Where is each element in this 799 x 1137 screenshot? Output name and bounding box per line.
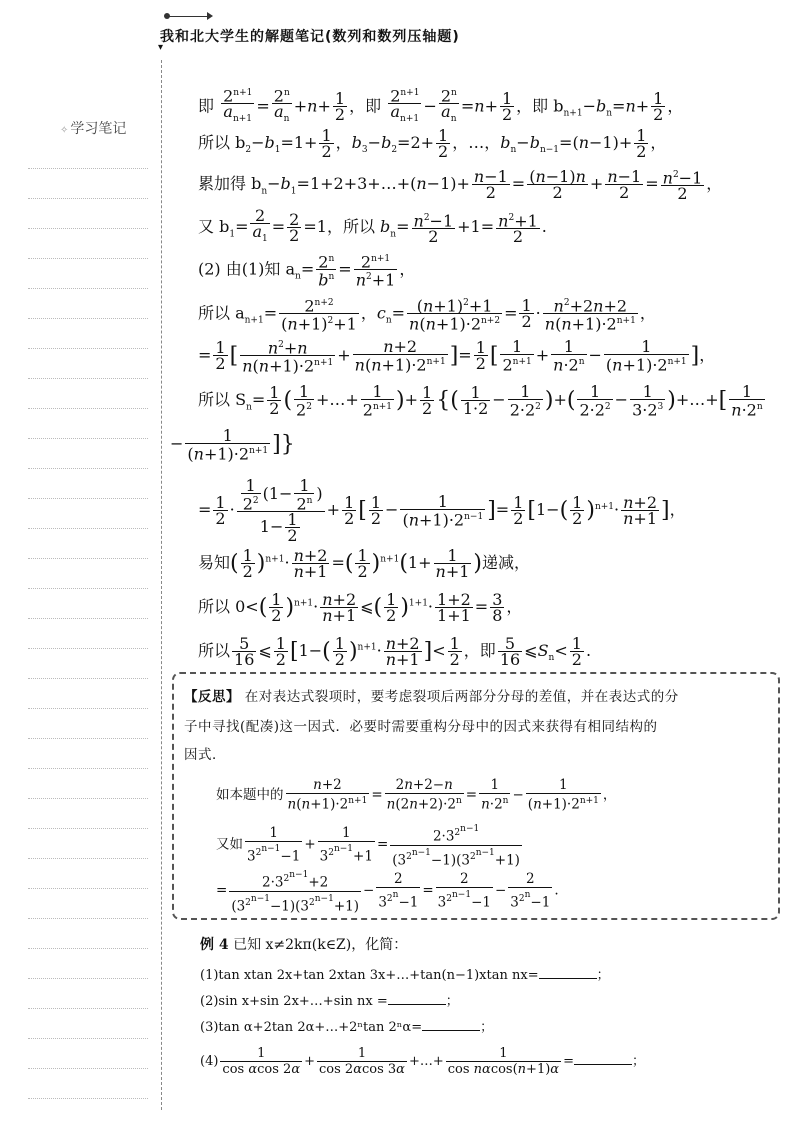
example-q2: (2)sin x+sin 2x+…+sin nx = ；	[200, 994, 459, 1009]
sidebar-title-text: 学习笔记	[70, 121, 127, 137]
notes-line	[28, 438, 148, 439]
math-line-1: 即 $\frac{2^{n+1}}{a_{n+1}}$ = $\frac{2^n}{a_n}$ +n+ $\frac{1}{2}$ ，即 $\frac{2^{n+1}}{a_{n+1}}$ − $\frac{2^n}{a_n}$ =n+ $\frac{1}{2}$ ，即 $b_{n+1}-b_n=n+$ $\frac{1}{2}$ ，	[198, 86, 684, 125]
header-rule	[168, 16, 208, 17]
header-tick: ▾	[158, 42, 164, 53]
answer-blank[interactable]	[422, 1018, 480, 1031]
margin-divider	[161, 60, 162, 1110]
notes-line	[28, 768, 148, 769]
notes-line	[28, 918, 148, 919]
reflection-line-1: 【反思】 在对表达式裂项时，要考虑裂项后两部分分母的差值，并在表达式的分	[184, 689, 679, 705]
example-q1: (1)tan xtan 2x+tan 2xtan 3x+…+tan(n−1)xtan nx= ；	[200, 968, 610, 983]
notes-line	[28, 738, 148, 739]
answer-blank[interactable]	[388, 992, 446, 1005]
reflection-also: 又如 $\frac{1}{3^{2^{n-1}}-1}$ + $\frac{1}{3^{2^{n-1}}+1}$ = $\frac{2\cdot 3^{2^{n-1}}}{(3^{2^{n-1}}-1)(3^{2^{n-1}}+1)}$	[216, 824, 520, 868]
math-line-7c: = $\frac{1}{2}$ · $\frac{1}{2^2}$ (1− $\frac{1}{2^n}$ ) 1− $\frac{1}{2}$ + $\frac{1}{2}$ [ $\frac{1}{2}$ − $\frac{1}{(n+1)\cdot 2^{n-1}}$ ]= $\frac{1}{2}$ [1−( $\frac{1}{2}$ )$^{n+1}$· $\frac{n+2}{n+1}$ ]，	[198, 476, 686, 546]
reflection-example: 如本题中的 $\frac{n+2}{n(n+1)\cdot 2^{n+1}}$ = $\frac{2n+2-n}{n(2n+2)\cdot 2^n}$ = $\frac{1}{n\cdot 2^n}$ − $\frac{1}{(n+1)\cdot 2^{n+1}}$ ，	[216, 777, 617, 813]
header-arrow-icon	[207, 12, 213, 20]
reflection-line-2: 子中寻找(配凑)这一因式．必要时需要重构分母中的因式来获得有相同结构的	[184, 719, 658, 735]
notes-line	[28, 648, 148, 649]
reflection-also-b: = $\frac{2\cdot 3^{2^{n-1}}+2}{(3^{2^{n-1}}-1)(3^{2^{n-1}}+1)}$ − $\frac{2}{3^{2^n}-1}$ = $\frac{2}{3^{2^{n-1}}-1}$ − $\frac{2}{3^{2^n}-1}$ .	[216, 870, 559, 914]
notes-line	[28, 288, 148, 289]
notes-line	[28, 948, 148, 949]
notes-line	[28, 678, 148, 679]
answer-blank[interactable]	[574, 1052, 632, 1065]
notes-line	[28, 468, 148, 469]
math-line-4: 又 $b_1=$ $\frac{2}{a_1}$ = $\frac{2}{2}$ =1，所以 $b_n=$ $\frac{n^2-1}{2}$ +1= $\frac{n^2+1}{2}$ .	[198, 206, 547, 247]
example-stem: 例 4 已知 x≠2kπ(k∈Z)，化简：	[200, 937, 408, 953]
notes-line	[28, 228, 148, 229]
math-line-7b: − $\frac{1}{(n+1)\cdot 2^{n+1}}$ ]}	[170, 426, 295, 464]
notes-line	[28, 348, 148, 349]
notes-line	[28, 588, 148, 589]
notes-line	[28, 378, 148, 379]
notes-line	[28, 1068, 148, 1069]
notes-line	[28, 618, 148, 619]
notes-line	[28, 198, 148, 199]
notes-line	[28, 498, 148, 499]
notes-line	[28, 798, 148, 799]
notes-line	[28, 1098, 148, 1099]
math-line-9: 所以 0<( $\frac{1}{2}$ )$^{n+1}$· $\frac{n+2}{n+1}$ ⩽( $\frac{1}{2}$ )$^{1+1}$· $\frac{1+2}{1+1}$ = $\frac{3}{8}$ ，	[198, 590, 523, 625]
notes-line	[28, 888, 148, 889]
math-line-3: 累加得 $b_n-b_1=1+2+3+\dots+(n-1)+$ $\frac{n-1}{2}$ = $\frac{(n-1)n}{2}$ + $\frac{n-1}{2}$ = $\frac{n^2-1}{2}$ ，	[198, 167, 723, 204]
answer-blank[interactable]	[539, 966, 597, 979]
example-q4: (4) $\frac{1}{\text{cos αcos 2α}}$ + $\frac{1}{\cos 2\alpha\cos 3\alpha}$ +…+ $\frac{1}{\text{cos nαcos(n+1)α}}$ = ；	[200, 1046, 645, 1077]
sidebar-title	[60, 118, 126, 138]
notes-line	[28, 858, 148, 859]
math-line-6: 所以 $a_{n+1}=$ $\frac{2^{n+2}}{(n+1)^2+1}$ ，$c_n=$ $\frac{(n+1)^2+1}{n(n+1)\cdot 2^{n+2}}$ = $\frac{1}{2}$ · $\frac{n^2+2n+2}{n(n+1)\cdot 2^{n+1}}$ ，	[198, 296, 656, 334]
math-line-7: 所以 $S_n=$ $\frac{1}{2}$ ( $\frac{1}{2^2}$ +…+ $\frac{1}{2^{n+1}}$ )+ $\frac{1}{2}$ {( $\frac{1}{1\cdot 2}$ − $\frac{1}{2\cdot 2^2}$ )+( $\frac{1}{2\cdot 2^2}$ − $\frac{1}{3\cdot 2^3}$ )+…+[ $\frac{1}{n\cdot 2^n}$	[198, 382, 763, 420]
reflection-line-3: 因式．	[184, 747, 226, 763]
notes-line	[28, 558, 148, 559]
math-line-6b: = $\frac{1}{2}$ [ $\frac{n^2+n}{n(n+1)\cdot 2^{n+1}}$ + $\frac{n+2}{n(n+1)\cdot 2^{n+1}}$ ]= $\frac{1}{2}$ [ $\frac{1}{2^{n+1}}$ + $\frac{1}{n\cdot 2^n}$ − $\frac{1}{(n+1)\cdot 2^{n+1}}$ ]，	[198, 337, 716, 376]
notes-line	[28, 708, 148, 709]
header-title: 我和北大学生的解题笔记(数列和数列压轴题)	[160, 29, 460, 45]
notes-line	[28, 258, 148, 259]
math-line-5: (2) 由(1)知 $a_n=$ $\frac{2^n}{b^n}$ = $\frac{2^{n+1}}{n^2+1}$ ，	[198, 252, 416, 290]
notes-line	[28, 168, 148, 169]
notes-line	[28, 1038, 148, 1039]
notes-line	[28, 1008, 148, 1009]
notes-line	[28, 408, 148, 409]
example-q3: (3)tan α+2tan 2α+…+2ⁿtan 2ⁿα= ；	[200, 1020, 494, 1035]
math-line-2: 所以 $b_2-b_1=1+$ $\frac{1}{2}$ ，$b_3-b_2=2+$ $\frac{1}{2}$ ，…，$b_n-b_{n-1}=(n-1)+$ $\frac{1}{2}$ ，	[198, 126, 667, 161]
notes-line	[28, 528, 148, 529]
math-line-10: 所以 $\frac{5}{16}$ ⩽ $\frac{1}{2}$ [1−( $\frac{1}{2}$ )$^{n+1}$· $\frac{n+2}{n+1}$ ]< $\frac{1}{2}$ ，即 $\frac{5}{16}$ $⩽S_n<$ $\frac{1}{2}$ .	[198, 634, 592, 669]
notes-line	[28, 318, 148, 319]
notes-line	[28, 828, 148, 829]
notes-line	[28, 978, 148, 979]
sparkle-icon: ✧	[60, 125, 69, 136]
math-line-8: 易知( $\frac{1}{2}$ )$^{n+1}$· $\frac{n+2}{n+1}$ =( $\frac{1}{2}$ )$^{n+1}$(1+ $\frac{1}{n+1}$ )递减，	[198, 546, 531, 581]
